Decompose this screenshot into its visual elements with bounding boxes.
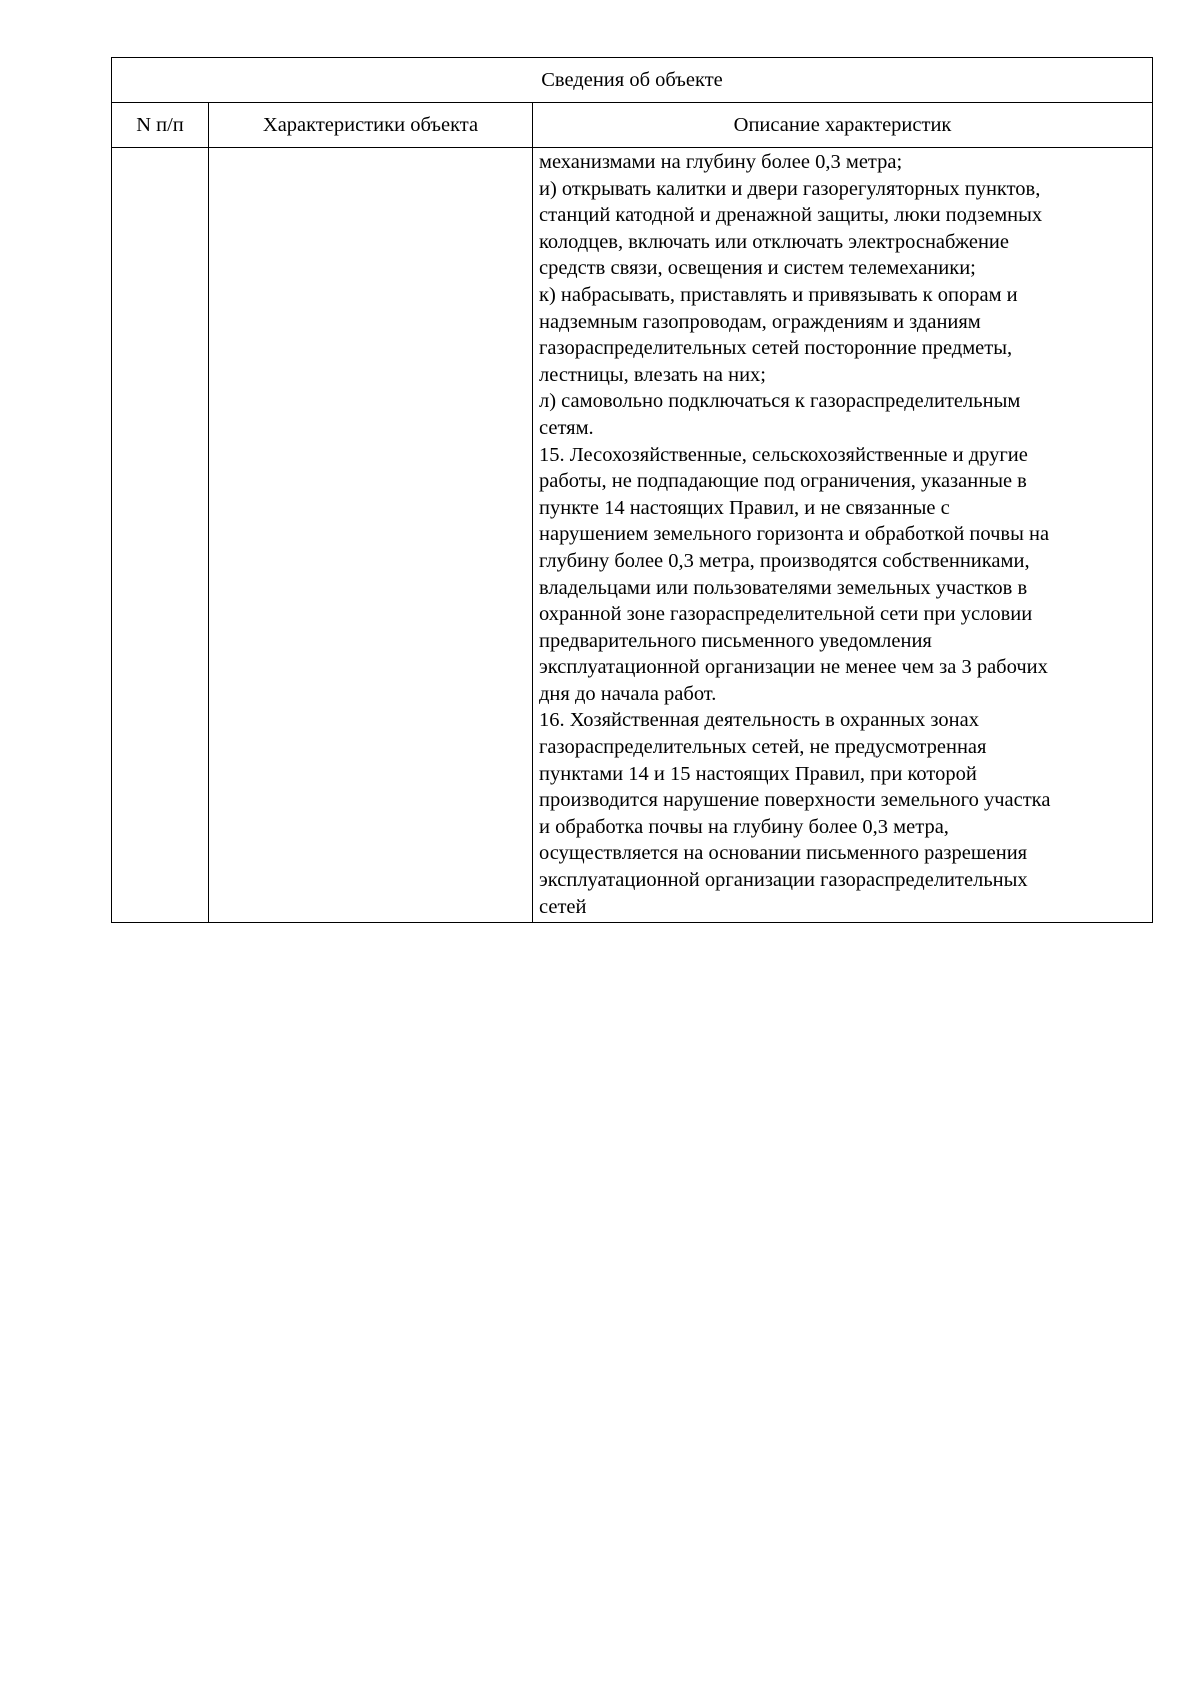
description-line: охранной зоне газораспределительной сети при условии — [539, 603, 1033, 626]
column-header-description: Описание характеристик — [533, 103, 1153, 148]
description-line: пунктами 14 и 15 настоящих Правил, при которой — [539, 762, 977, 785]
description-line: глубину более 0,3 метра, производятся собственниками, — [539, 549, 1030, 572]
row-description-cell — [533, 148, 1153, 923]
description-line: и) открывать калитки и двери газорегуляторных пунктов, — [539, 177, 1041, 200]
table-title: Сведения об объекте — [112, 58, 1153, 103]
table-header-row — [112, 103, 1153, 148]
description-line: станций катодной и дренажной защиты, люки подземных — [539, 204, 1043, 227]
description-line: лестницы, влезать на них; — [539, 363, 767, 386]
row-characteristic-cell — [209, 148, 533, 923]
table-row — [112, 148, 1153, 923]
description-line: эксплуатационной организации газораспределительных — [539, 869, 1028, 892]
description-line: 16. Хозяйственная деятельность в охранных зонах — [539, 709, 979, 732]
description-line: к) набрасывать, приставлять и привязывать к опорам и — [539, 283, 1018, 306]
column-header-characteristics: Характеристики объекта — [209, 103, 533, 148]
description-line: эксплуатационной организации не менее чем за 3 рабочих — [539, 656, 1048, 679]
description-line: газораспределительных сетей, не предусмотренная — [539, 736, 987, 759]
table-title-row — [112, 58, 1153, 103]
description-line: сетей — [539, 895, 587, 918]
description-line: 15. Лесохозяйственные, сельскохозяйственные и другие — [539, 443, 1028, 466]
object-info-table — [111, 57, 1153, 923]
description-line: производится нарушение поверхности земельного участка — [539, 789, 1051, 812]
column-header-number: N п/п — [112, 103, 209, 148]
description-text — [533, 148, 1152, 922]
description-line: надземным газопроводам, ограждениям и зданиям — [539, 310, 981, 333]
description-line: работы, не подпадающие под ограничения, указанные в — [539, 470, 1027, 493]
description-line: средств связи, освещения и систем телемеханики; — [539, 257, 976, 280]
description-line: сетям. — [539, 416, 594, 439]
description-line: и обработка почвы на глубину более 0,3 метра, — [539, 815, 949, 838]
description-line: л) самовольно подключаться к газораспределительным — [539, 390, 1021, 413]
description-line: механизмами на глубину более 0,3 метра; — [539, 151, 903, 173]
row-number-cell — [112, 148, 209, 923]
description-line: осуществляется на основании письменного разрешения — [539, 842, 1028, 865]
description-line: нарушением земельного горизонта и обработкой почвы на — [539, 523, 1050, 546]
description-line: колодцев, включать или отключать электроснабжение — [539, 230, 1009, 253]
description-line: предварительного письменного уведомления — [539, 629, 932, 652]
description-line: газораспределительных сетей посторонние предметы, — [539, 337, 1013, 360]
description-line: дня до начала работ. — [539, 682, 717, 705]
document-page — [111, 57, 1152, 923]
description-line: владельцами или пользователями земельных участков в — [539, 576, 1028, 599]
description-line: пункте 14 настоящих Правил, и не связанные с — [539, 496, 950, 519]
